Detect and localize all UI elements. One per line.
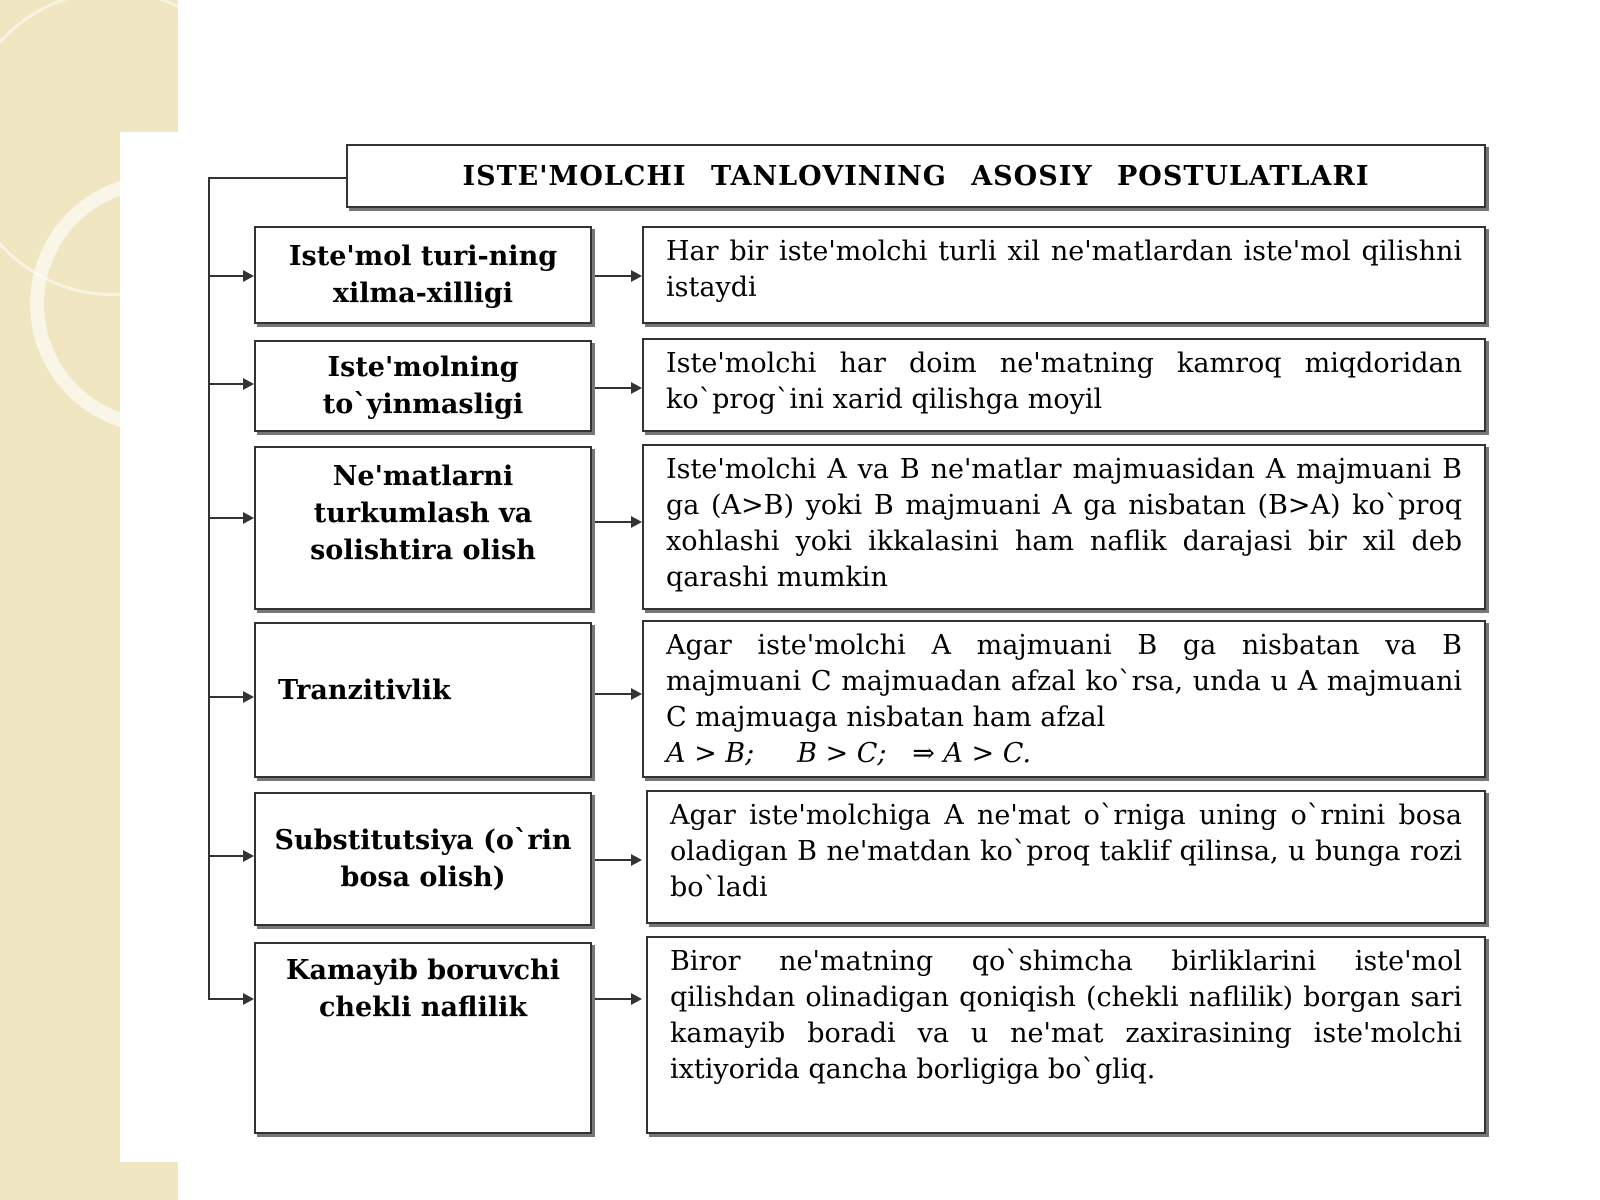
arrow-icon [243, 691, 254, 703]
postulate-label [254, 622, 592, 778]
arrow-icon [243, 378, 254, 390]
arrow-icon [631, 993, 642, 1005]
connector-right [592, 998, 631, 1000]
postulate-description: Agar iste'molchiga A ne'mat o`rniga uning o`rnini bosa oladigan B ne'matdan ko`proq taklif qilinsa, u bunga rozi bo`ladi [646, 790, 1486, 924]
postulate-description: Iste'molchi A va B ne'matlar majmuasidan A majmuani B ga (A>B) yoki B majmuani A ga nisbatan (B>A) ko`proq xohlashi yoki ikkalasini ham naflik darajasi bir xil deb qarashi mumkin [642, 444, 1486, 610]
connector-right [592, 859, 631, 861]
connector-left [208, 998, 243, 1000]
connector-left [208, 517, 243, 519]
connector-left [208, 696, 243, 698]
arrow-icon [631, 688, 642, 700]
postulate-label: Kamayib boruvchi chekli naflilik [254, 942, 592, 1134]
postulate-label-text: Tranzitivlik [278, 674, 451, 706]
arrow-icon [243, 512, 254, 524]
arrow-icon [243, 993, 254, 1005]
connector-right [592, 521, 631, 523]
connector-trunk [208, 177, 210, 999]
arrow-icon [631, 854, 642, 866]
diagram-title: ISTE'MOLCHI TANLOVINING ASOSIY POSTULATLARI [346, 144, 1486, 208]
arrow-icon [631, 516, 642, 528]
postulate-description: Har bir iste'molchi turli xil ne'matlardan iste'mol qilishni istaydi [642, 226, 1486, 324]
postulate-label: Substitutsiya (o`rin bosa olish) [254, 792, 592, 926]
postulate-label: Iste'molning to`yinmasligi [254, 340, 592, 432]
transitivity-formula: A > B; B > C; ⇒ A > C. [666, 738, 1032, 769]
connector-title [208, 177, 346, 179]
connector-right [592, 693, 631, 695]
postulate-label: Ne'matlarni turkumlash va solishtira olish [254, 446, 592, 610]
postulate-description: Biror ne'matning qo`shimcha birliklarini iste'mol qilishdan olinadigan qoniqish (chekli naflilik) borgan sari kamayib boradi va u ne'mat zaxirasining iste'molchi ixtiyorida qancha borligiga bo`gliq. [646, 936, 1486, 1134]
postulate-label: Iste'mol turi-ning xilma-xilligi [254, 226, 592, 324]
postulate-description: Iste'molchi har doim ne'matning kamroq miqdoridan ko`prog`ini xarid qilishga moyil [642, 338, 1486, 432]
connector-left [208, 275, 243, 277]
arrow-icon [243, 850, 254, 862]
arrow-icon [631, 270, 642, 282]
connector-right [592, 387, 631, 389]
arrow-icon [631, 382, 642, 394]
postulate-description-text: Agar iste'molchi A majmuani B ga nisbatan va B majmuani C majmuadan afzal ko`rsa, unda u A majmuani C majmuaga nisbatan ham afzal [666, 630, 1462, 733]
connector-left [208, 383, 243, 385]
connector-right [592, 275, 631, 277]
arrow-icon [243, 270, 254, 282]
connector-left [208, 855, 243, 857]
postulate-description [642, 620, 1486, 778]
